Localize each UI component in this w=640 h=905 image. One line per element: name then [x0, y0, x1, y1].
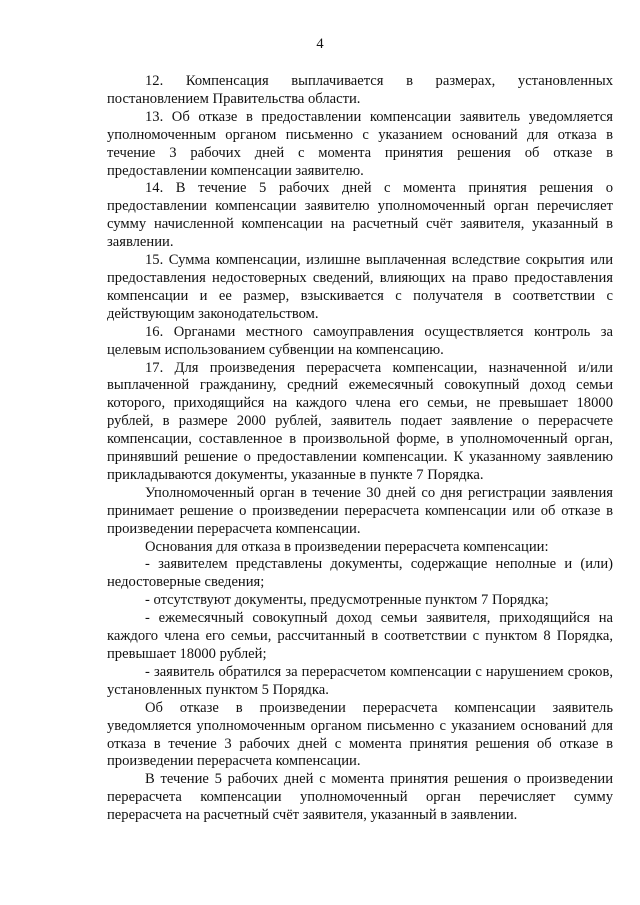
list-item-deadline-violation: - заявитель обратился за перерасчетом компенсации с нарушением сроков, установленных пунктом 5 Порядка. — [107, 663, 613, 698]
list-item-income-exceeds: - ежемесячный совокупный доход семьи заявителя, приходящийся на каждого члена его семьи, рассчитанный в соответствии с пунктом 8 Порядка, превышает 18000 рублей; — [107, 610, 613, 662]
paragraph-12: 12. Компенсация выплачивается в размерах, установленных постановлением Правительства области. — [107, 73, 613, 107]
paragraph-refusal-grounds-heading: Основания для отказа в произведении перерасчета компенсации: — [145, 538, 549, 555]
paragraph-13: 13. Об отказе в предоставлении компенсации заявитель уведомляется уполномоченным органом письменно с указанием оснований для отказа в течение 3 рабочих дней с момента принятия решения об отказе в предоставлении компенсации заявителю. — [107, 108, 613, 179]
list-item-incomplete-documents: - заявителем представлены документы, содержащие неполные и (или) недостоверные сведения; — [107, 556, 613, 591]
page-number: 4 — [316, 36, 324, 52]
list-item-missing-documents: - отсутствуют документы, предусмотренные пунктом 7 Порядка; — [145, 592, 549, 609]
paragraph-refusal-notice: Об отказе в произведении перерасчета компенсации заявитель уведомляется уполномоченным органом письменно с указанием оснований для отказа в течение 3 рабочих дней с момента принятия решения об отказе в произведении перерасчета компенсации. — [107, 699, 613, 770]
paragraph-transfer-recalculation: В течение 5 рабочих дней с момента принятия решения о произведении перерасчета компенсации уполномоченный орган перечисляет сумму перерасчета на расчетный счёт заявителя, указанный в заявлении. — [107, 771, 613, 824]
paragraph-15: 15. Сумма компенсации, излишне выплаченная вследствие сокрытия или предоставления недостоверных сведений, влияющих на право предоставления компенсации и ее размер, взыскивается с получателя в соответствии с действующим законодательством. — [107, 252, 613, 322]
paragraph-decision-term: Уполномоченный орган в течение 30 дней со дня регистрации заявления принимает решение о произведении перерасчета компенсации или об отказе в произведении перерасчета компенсации. — [107, 484, 613, 537]
document-body — [107, 73, 613, 825]
paragraph-16: 16. Органами местного самоуправления осуществляется контроль за целевым использованием субвенции на компенсацию. — [107, 323, 613, 358]
paragraph-14: 14. В течение 5 рабочих дней с момента принятия решения о предоставлении компенсации заявителю уполномоченный орган перечисляет сумму начисленной компенсации на расчетный счёт заявителя, указанный в заявлении. — [107, 180, 613, 251]
paragraph-17: 17. Для произведения перерасчета компенсации, назначенной и/или выплаченной гражданину, средний ежемесячный совокупный доход семьи которого, приходящийся на каждого члена его семьи, не превышает 18000 рублей, в размере 2000 рублей, заявитель подает заявление о перерасчете компенсации, составленное в произвольной форме, в уполномоченный орган, принявший решение о предоставлении компенсации. К указанному заявлению прикладываются документы, указанные в пункте 7 Порядка. — [107, 359, 613, 483]
